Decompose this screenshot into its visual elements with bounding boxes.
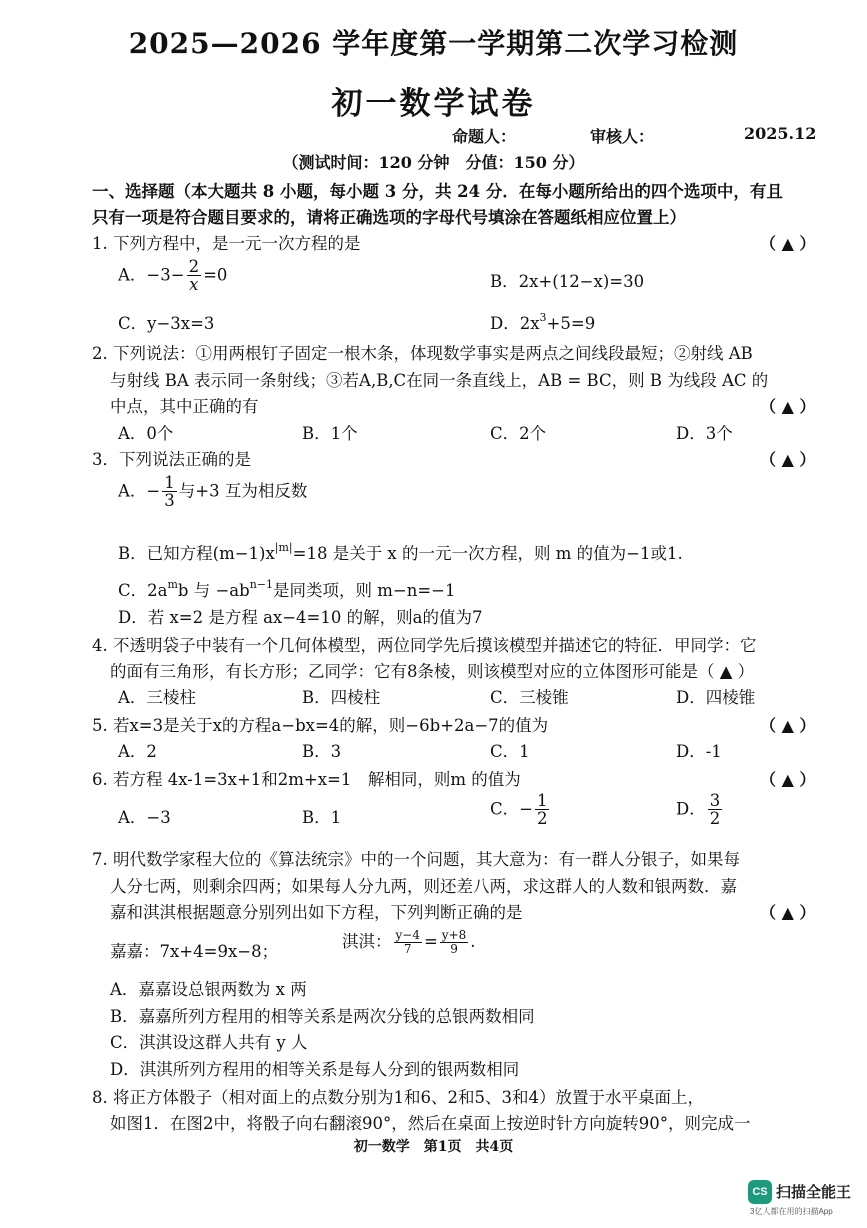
q1-option-a xyxy=(118,258,227,294)
q7-qiqi-denominator1: 7 xyxy=(403,942,412,956)
q1-d-pre: D．2x xyxy=(490,314,540,333)
q7-qiqi-numerator2: y+8 xyxy=(441,928,467,943)
q3-stem: 3．下列说法正确的是 xyxy=(92,450,251,469)
q7-qiqi-numerator1: y−4 xyxy=(395,928,420,943)
q7-qiqi-equation xyxy=(342,928,476,956)
q3-b-post: =18 是关于 x 的一元一次方程，则 m 的值为−1或1. xyxy=(292,544,683,563)
q1-option-b: B．2x+(12−x)=30 xyxy=(490,272,645,291)
exam-title: 2025—2026 学年度第一学期第二次学习检测 xyxy=(128,27,739,60)
q6-option-c xyxy=(490,792,551,828)
q7-option-c: C．淇淇设这群人共有 y 人 xyxy=(110,1033,308,1052)
q7-qiqi-fraction1 xyxy=(394,929,422,955)
exam-date: 2025.12 xyxy=(744,124,817,143)
q5-option-a: A．2 xyxy=(118,742,157,761)
q4-line1: 4. 不透明袋子中装有一个几何体模型，两位同学先后摸该模型并描述它的特征．甲同学：它 xyxy=(92,636,757,655)
q3-a-fraction xyxy=(162,474,177,510)
q2-option-c: C．2个 xyxy=(490,424,547,443)
q3-option-c xyxy=(118,577,456,601)
q7-qiqi-denominator2: 9 xyxy=(450,942,458,956)
q4-line2: 的面有三角形，有长方形；乙同学：它有8条棱，则该模型对应的立体图形可能是（ ▲ ） xyxy=(110,662,755,681)
q1-option-c: C．y−3x=3 xyxy=(118,314,215,333)
q2-option-d: D．3个 xyxy=(676,424,733,443)
q1-answer-mark: （ ▲ ） xyxy=(760,234,816,253)
camscanner-logo: CS xyxy=(748,1180,772,1204)
q1-d-post: +5=9 xyxy=(546,314,596,333)
q3-answer-mark: （ ▲ ） xyxy=(760,450,816,469)
q7-line3: 嘉和淇淇根据题意分别列出如下方程，下列判断正确的是 xyxy=(110,903,523,922)
q3-c-mid: b 与 −ab xyxy=(177,581,250,600)
q6-option-a: A．−3 xyxy=(118,808,171,827)
q1-stem: 1. 下列方程中，是一元一次方程的是 xyxy=(92,234,361,253)
q1-d-exponent: 3 xyxy=(539,311,547,324)
exam-info: （测试时间：120 分钟 分值：150 分） xyxy=(282,153,585,172)
q3-option-d: D．若 x=2 是方程 ax−4=10 的解，则a的值为7 xyxy=(118,608,483,627)
q7-qiqi-end: . xyxy=(470,932,476,951)
q3-option-a xyxy=(118,474,307,510)
author-label: 命题人： xyxy=(452,127,517,146)
section-instructions-line1: 一、选择题（本大题共 8 小题，每小题 3 分，共 24 分．在每小题所给出的四个选项中，有且 xyxy=(92,182,783,201)
q1-option-d xyxy=(490,310,595,334)
q6-d-denominator: 2 xyxy=(709,809,721,829)
q2-line3: 中点，其中正确的有 xyxy=(110,397,259,416)
q3-a-suffix: 与+3 互为相反数 xyxy=(178,481,308,501)
q1-a-numerator: 2 xyxy=(188,257,200,276)
exam-subtitle: 初一数学试卷 xyxy=(331,86,536,122)
q7-option-b: B．嘉嘉所列方程用的相等关系是两次分钱的总银两数相同 xyxy=(110,1007,535,1026)
q8-line2: 如图1．在图2中，将骰子向右翻滚90°，然后在桌面上按逆时针方向旋转90°，则完成一 xyxy=(110,1114,751,1133)
q7-option-d: D．淇淇所列方程用的相等关系是每人分到的银两数相同 xyxy=(110,1060,520,1079)
q5-option-b: B．3 xyxy=(302,742,342,761)
q6-c-prefix: C．− xyxy=(490,799,533,819)
q7-line1: 7. 明代数学家程大位的《算法统宗》中的一个问题，其大意为：有一群人分银子，如果每 xyxy=(92,850,740,869)
q6-answer-mark: （ ▲ ） xyxy=(760,770,816,789)
q7-answer-mark: （ ▲ ） xyxy=(760,903,816,922)
page-footer: 初一数学 第1页 共4页 xyxy=(353,1139,514,1155)
q3-c-pre: C．2a xyxy=(118,581,168,600)
q3-c-exponent1: m xyxy=(167,578,178,591)
q6-c-fraction xyxy=(535,792,550,828)
q2-option-a: A．0个 xyxy=(118,424,174,443)
q4-option-d: D．四棱锥 xyxy=(676,688,756,707)
q3-a-prefix: A．− xyxy=(118,481,161,501)
reviewer-label: 审核人： xyxy=(590,127,655,146)
q3-c-post: 是同类项，则 m−n=−1 xyxy=(273,581,456,600)
q3-b-pre: B．已知方程(m−1)x xyxy=(118,544,275,563)
q4-option-b: B．四棱柱 xyxy=(302,688,381,707)
q2-option-b: B．1个 xyxy=(302,424,358,443)
q6-option-d xyxy=(676,792,724,828)
q7-line2: 人分七两，则剩余四两；如果每人分九两，则还差八两，求这群人的人数和银两数．嘉 xyxy=(110,877,737,896)
q6-d-fraction xyxy=(708,792,723,828)
q6-c-denominator: 2 xyxy=(536,809,548,829)
q6-c-numerator: 1 xyxy=(536,791,548,810)
camscanner-tagline: 3亿人都在用的扫描App xyxy=(750,1207,833,1216)
section-instructions-line2: 只有一项是符合题目要求的，请将正确选项的字母代号填涂在答题纸相应位置上） xyxy=(92,208,686,227)
q3-a-numerator: 1 xyxy=(164,473,175,492)
q4-option-c: C．三棱锥 xyxy=(490,688,569,707)
q3-b-exponent: |m| xyxy=(274,541,293,554)
q7-qiqi-equals: = xyxy=(423,932,438,951)
camscanner-name: 扫描全能王 xyxy=(776,1184,852,1201)
q2-line2: 与射线 BA 表示同一条射线；③若A,B,C在同一条直线上，AB = BC，则 B 为线段 AC 的 xyxy=(110,371,769,390)
q3-option-b xyxy=(118,540,683,564)
q8-line1: 8. 将正方体骰子（相对面上的点数分别为1和6、2和5、3和4）放置于水平桌面上， xyxy=(92,1088,704,1107)
q5-answer-mark: （ ▲ ） xyxy=(760,716,816,735)
q1-a-suffix: =0 xyxy=(203,265,228,285)
q5-option-c: C．1 xyxy=(490,742,530,761)
q1-a-fraction xyxy=(187,258,202,294)
q7-qiqi-label: 淇淇： xyxy=(342,932,392,951)
q3-c-exponent2: n−1 xyxy=(249,578,273,591)
q1-a-denominator: x xyxy=(189,275,199,295)
q7-option-a: A．嘉嘉设总银两数为 x 两 xyxy=(110,980,307,999)
q3-a-denominator: 3 xyxy=(164,491,175,511)
q2-answer-mark: （ ▲ ） xyxy=(760,397,816,416)
q5-stem: 5. 若x=3是关于x的方程a−bx=4的解，则−6b+2a−7的值为 xyxy=(92,716,549,735)
q7-qiqi-fraction2 xyxy=(440,929,468,955)
q6-d-prefix: D． xyxy=(676,799,706,819)
q6-option-b: B．1 xyxy=(302,808,342,827)
q6-stem: 6. 若方程 4x-1=3x+1和2m+x=1 解相同，则m 的值为 xyxy=(92,770,521,789)
q5-option-d: D．-1 xyxy=(676,742,722,761)
q1-a-prefix: A．−3− xyxy=(118,265,185,285)
q7-jiajia-equation: 嘉嘉：7x+4=9x−8； xyxy=(110,942,279,961)
q4-option-a: A．三棱柱 xyxy=(118,688,196,707)
q2-line1: 2. 下列说法：①用两根钉子固定一根木条，体现数学事实是两点之间线段最短；②射线 AB xyxy=(92,344,753,363)
q6-d-numerator: 3 xyxy=(709,791,721,810)
